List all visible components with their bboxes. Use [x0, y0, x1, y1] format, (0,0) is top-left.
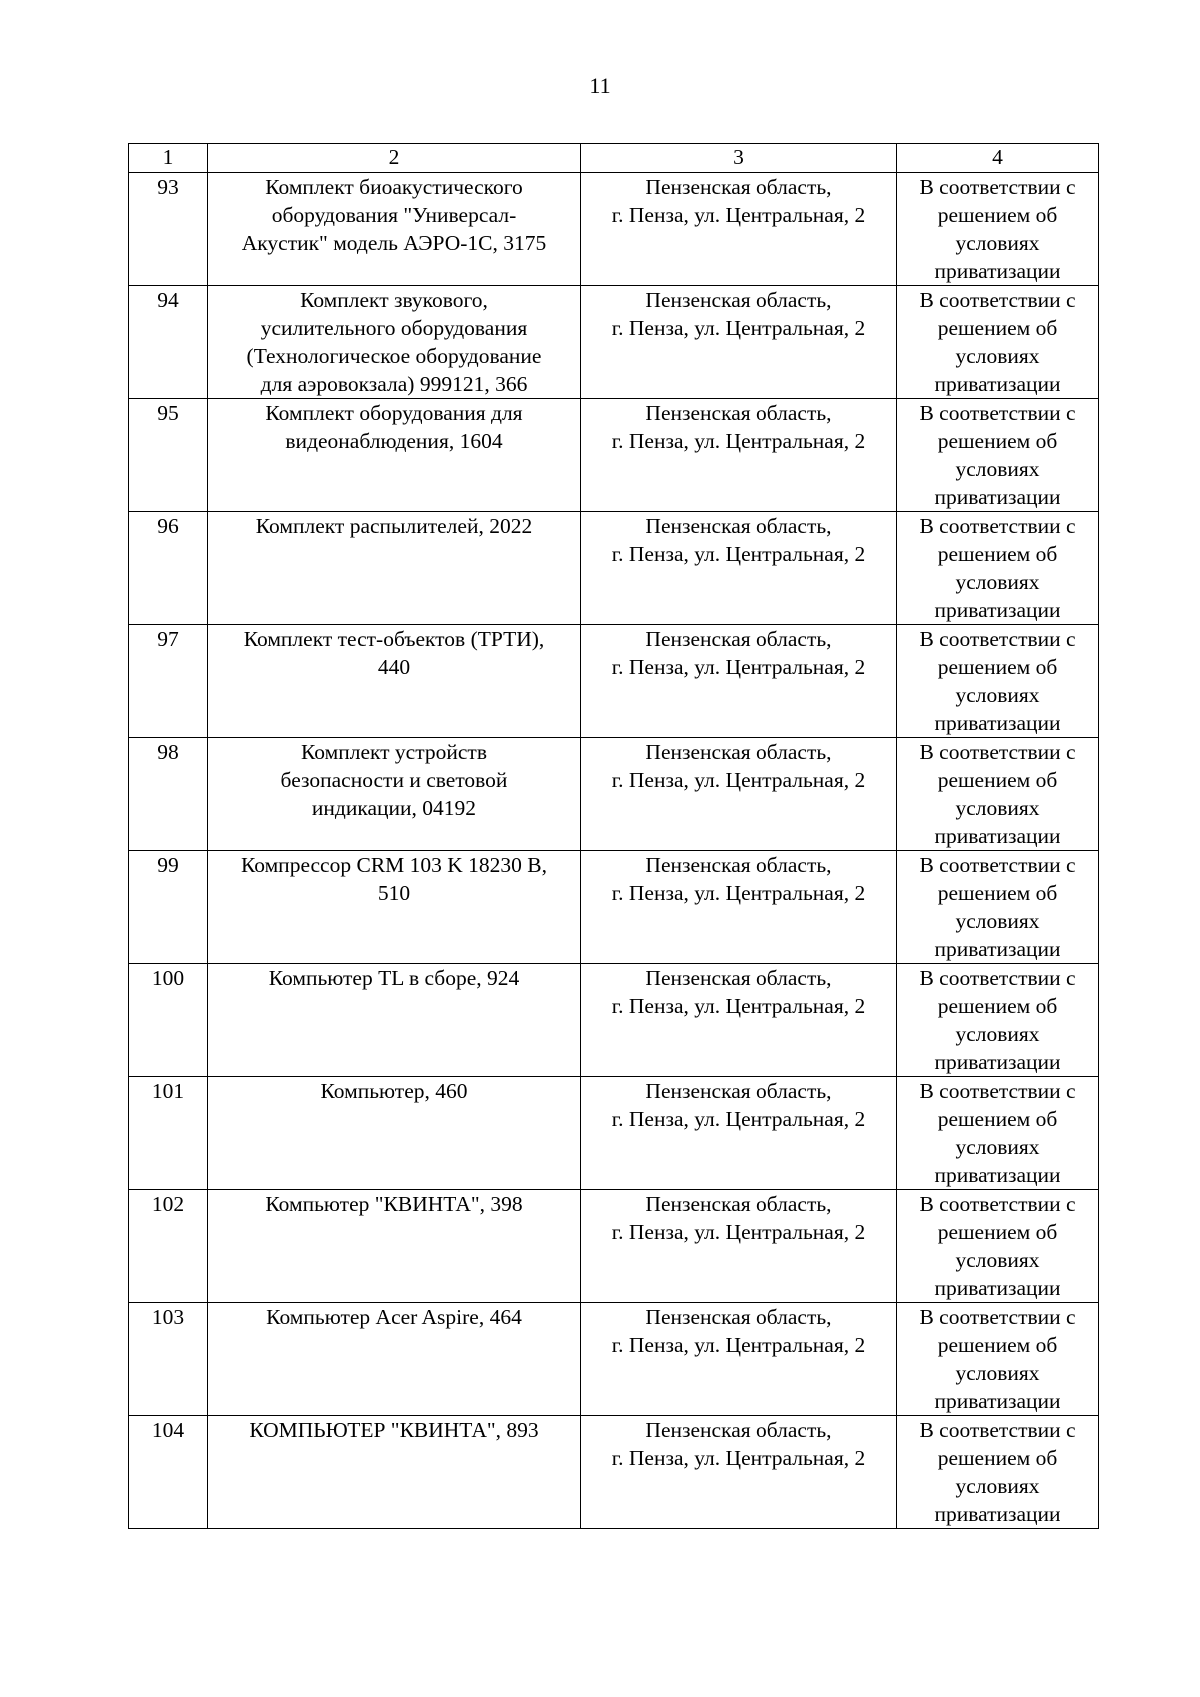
row-number-cell-text: 94 — [157, 288, 179, 312]
terms-cell — [897, 964, 1099, 1077]
address-cell-text: Пензенская область, г. Пенза, ул. Центральная, 2 — [611, 627, 866, 679]
row-number-cell — [129, 738, 208, 851]
table-row — [129, 625, 1099, 738]
header-cell-3: 3 — [581, 144, 897, 173]
address-cell — [581, 399, 897, 512]
terms-cell — [897, 173, 1099, 286]
row-number-cell — [129, 399, 208, 512]
table-row — [129, 964, 1099, 1077]
address-cell-text: Пензенская область, г. Пенза, ул. Центральная, 2 — [611, 175, 866, 227]
table-row — [129, 399, 1099, 512]
terms-cell — [897, 1190, 1099, 1303]
table-row — [129, 1190, 1099, 1303]
item-name-cell — [208, 625, 581, 738]
item-name-cell-text: Компьютер Acer Aspire, 464 — [266, 1305, 522, 1329]
item-name-cell-text: Комплект тест-объектов (ТРТИ), 440 — [243, 627, 545, 679]
row-number-cell-text: 102 — [151, 1192, 185, 1216]
item-name-cell-text: КОМПЬЮТЕР "КВИНТА", 893 — [249, 1418, 539, 1442]
item-name-cell — [208, 964, 581, 1077]
item-name-cell-text: Комплект распылителей, 2022 — [255, 514, 533, 538]
row-number-cell-text: 101 — [151, 1079, 185, 1103]
item-name-cell-text: Компьютер "КВИНТА", 398 — [265, 1192, 523, 1216]
address-cell — [581, 173, 897, 286]
table-row — [129, 1303, 1099, 1416]
row-number-cell — [129, 512, 208, 625]
address-cell — [581, 1303, 897, 1416]
address-cell — [581, 512, 897, 625]
row-number-cell — [129, 1077, 208, 1190]
address-cell-text: Пензенская область, г. Пенза, ул. Центральная, 2 — [611, 288, 866, 340]
terms-cell — [897, 286, 1099, 399]
terms-cell-text: В соответствии с решением об условиях приватизации — [919, 401, 1076, 509]
table-row — [129, 738, 1099, 851]
terms-cell-text: В соответствии с решением об условиях приватизации — [919, 1079, 1076, 1187]
row-number-cell-text: 103 — [151, 1305, 185, 1329]
terms-cell — [897, 512, 1099, 625]
row-number-cell — [129, 1303, 208, 1416]
row-number-cell-text: 98 — [157, 740, 179, 764]
terms-cell — [897, 1416, 1099, 1529]
row-number-cell-text: 96 — [157, 514, 179, 538]
terms-cell — [897, 1303, 1099, 1416]
terms-cell — [897, 1077, 1099, 1190]
row-number-cell — [129, 625, 208, 738]
row-number-cell-text: 93 — [157, 175, 179, 199]
table-row — [129, 173, 1099, 286]
terms-cell — [897, 851, 1099, 964]
address-cell — [581, 738, 897, 851]
header-cell-1: 1 — [129, 144, 208, 173]
item-name-cell — [208, 173, 581, 286]
address-cell — [581, 1077, 897, 1190]
address-cell — [581, 851, 897, 964]
item-name-cell-text: Компрессор CRM 103 K 18230 B, 510 — [240, 853, 548, 905]
terms-cell — [897, 399, 1099, 512]
table-row — [129, 851, 1099, 964]
row-number-cell — [129, 173, 208, 286]
row-number-cell-text: 97 — [157, 627, 179, 651]
table-row — [129, 1416, 1099, 1529]
terms-cell-text: В соответствии с решением об условиях приватизации — [919, 175, 1076, 283]
address-cell — [581, 286, 897, 399]
terms-cell-text: В соответствии с решением об условиях приватизации — [919, 627, 1076, 735]
row-number-cell-text: 104 — [151, 1418, 185, 1442]
row-number-cell-text: 100 — [151, 966, 185, 990]
row-number-cell — [129, 1190, 208, 1303]
item-name-cell-text: Комплект биоакустического оборудования "Универсал- Акустик" модель АЭРО-1С, 3175 — [241, 175, 547, 255]
item-name-cell — [208, 1077, 581, 1190]
address-cell-text: Пензенская область, г. Пенза, ул. Центральная, 2 — [611, 1192, 866, 1244]
address-cell — [581, 625, 897, 738]
item-name-cell — [208, 512, 581, 625]
terms-cell — [897, 738, 1099, 851]
page-number: 11 — [589, 73, 611, 98]
address-cell-text: Пензенская область, г. Пенза, ул. Центральная, 2 — [611, 1079, 866, 1131]
row-number-cell — [129, 964, 208, 1077]
row-number-cell-text: 95 — [157, 401, 179, 425]
item-name-cell — [208, 1303, 581, 1416]
address-cell-text: Пензенская область, г. Пенза, ул. Центральная, 2 — [611, 401, 866, 453]
row-number-cell — [129, 851, 208, 964]
item-name-cell-text: Компьютер, 460 — [320, 1079, 468, 1103]
terms-cell-text: В соответствии с решением об условиях приватизации — [919, 966, 1076, 1074]
row-number-cell-text: 99 — [157, 853, 179, 877]
address-cell-text: Пензенская область, г. Пенза, ул. Центральная, 2 — [611, 966, 866, 1018]
item-name-cell-text: Комплект звукового, усилительного оборудования (Технологическое оборудование для аэровокзала) 999121, 366 — [246, 288, 542, 396]
row-number-cell — [129, 286, 208, 399]
item-name-cell — [208, 851, 581, 964]
table-header — [129, 144, 1099, 173]
table-body — [129, 173, 1099, 1529]
terms-cell-text: В соответствии с решением об условиях приватизации — [919, 514, 1076, 622]
header-cell-2: 2 — [208, 144, 581, 173]
table-row — [129, 286, 1099, 399]
property-table — [128, 143, 1099, 1529]
item-name-cell-text: Комплект устройств безопасности и световой индикации, 04192 — [280, 740, 508, 820]
terms-cell-text: В соответствии с решением об условиях приватизации — [919, 1192, 1076, 1300]
address-cell — [581, 1190, 897, 1303]
item-name-cell-text: Комплект оборудования для видеонаблюдения, 1604 — [265, 401, 523, 453]
terms-cell-text: В соответствии с решением об условиях приватизации — [919, 740, 1076, 848]
terms-cell-text: В соответствии с решением об условиях приватизации — [919, 1418, 1076, 1526]
address-cell — [581, 1416, 897, 1529]
header-row — [129, 144, 1099, 173]
table-row — [129, 512, 1099, 625]
terms-cell — [897, 625, 1099, 738]
item-name-cell — [208, 1416, 581, 1529]
header-cell-4: 4 — [897, 144, 1099, 173]
address-cell-text: Пензенская область, г. Пенза, ул. Центральная, 2 — [611, 740, 866, 792]
item-name-cell — [208, 286, 581, 399]
address-cell-text: Пензенская область, г. Пенза, ул. Центральная, 2 — [611, 1418, 866, 1470]
terms-cell-text: В соответствии с решением об условиях приватизации — [919, 853, 1076, 961]
address-cell-text: Пензенская область, г. Пенза, ул. Центральная, 2 — [611, 514, 866, 566]
address-cell-text: Пензенская область, г. Пенза, ул. Центральная, 2 — [611, 853, 866, 905]
item-name-cell — [208, 738, 581, 851]
row-number-cell — [129, 1416, 208, 1529]
item-name-cell — [208, 1190, 581, 1303]
address-cell — [581, 964, 897, 1077]
item-name-cell — [208, 399, 581, 512]
address-cell-text: Пензенская область, г. Пенза, ул. Центральная, 2 — [611, 1305, 866, 1357]
terms-cell-text: В соответствии с решением об условиях приватизации — [919, 1305, 1076, 1413]
terms-cell-text: В соответствии с решением об условиях приватизации — [919, 288, 1076, 396]
table-row — [129, 1077, 1099, 1190]
item-name-cell-text: Компьютер TL в сборе, 924 — [268, 966, 520, 990]
